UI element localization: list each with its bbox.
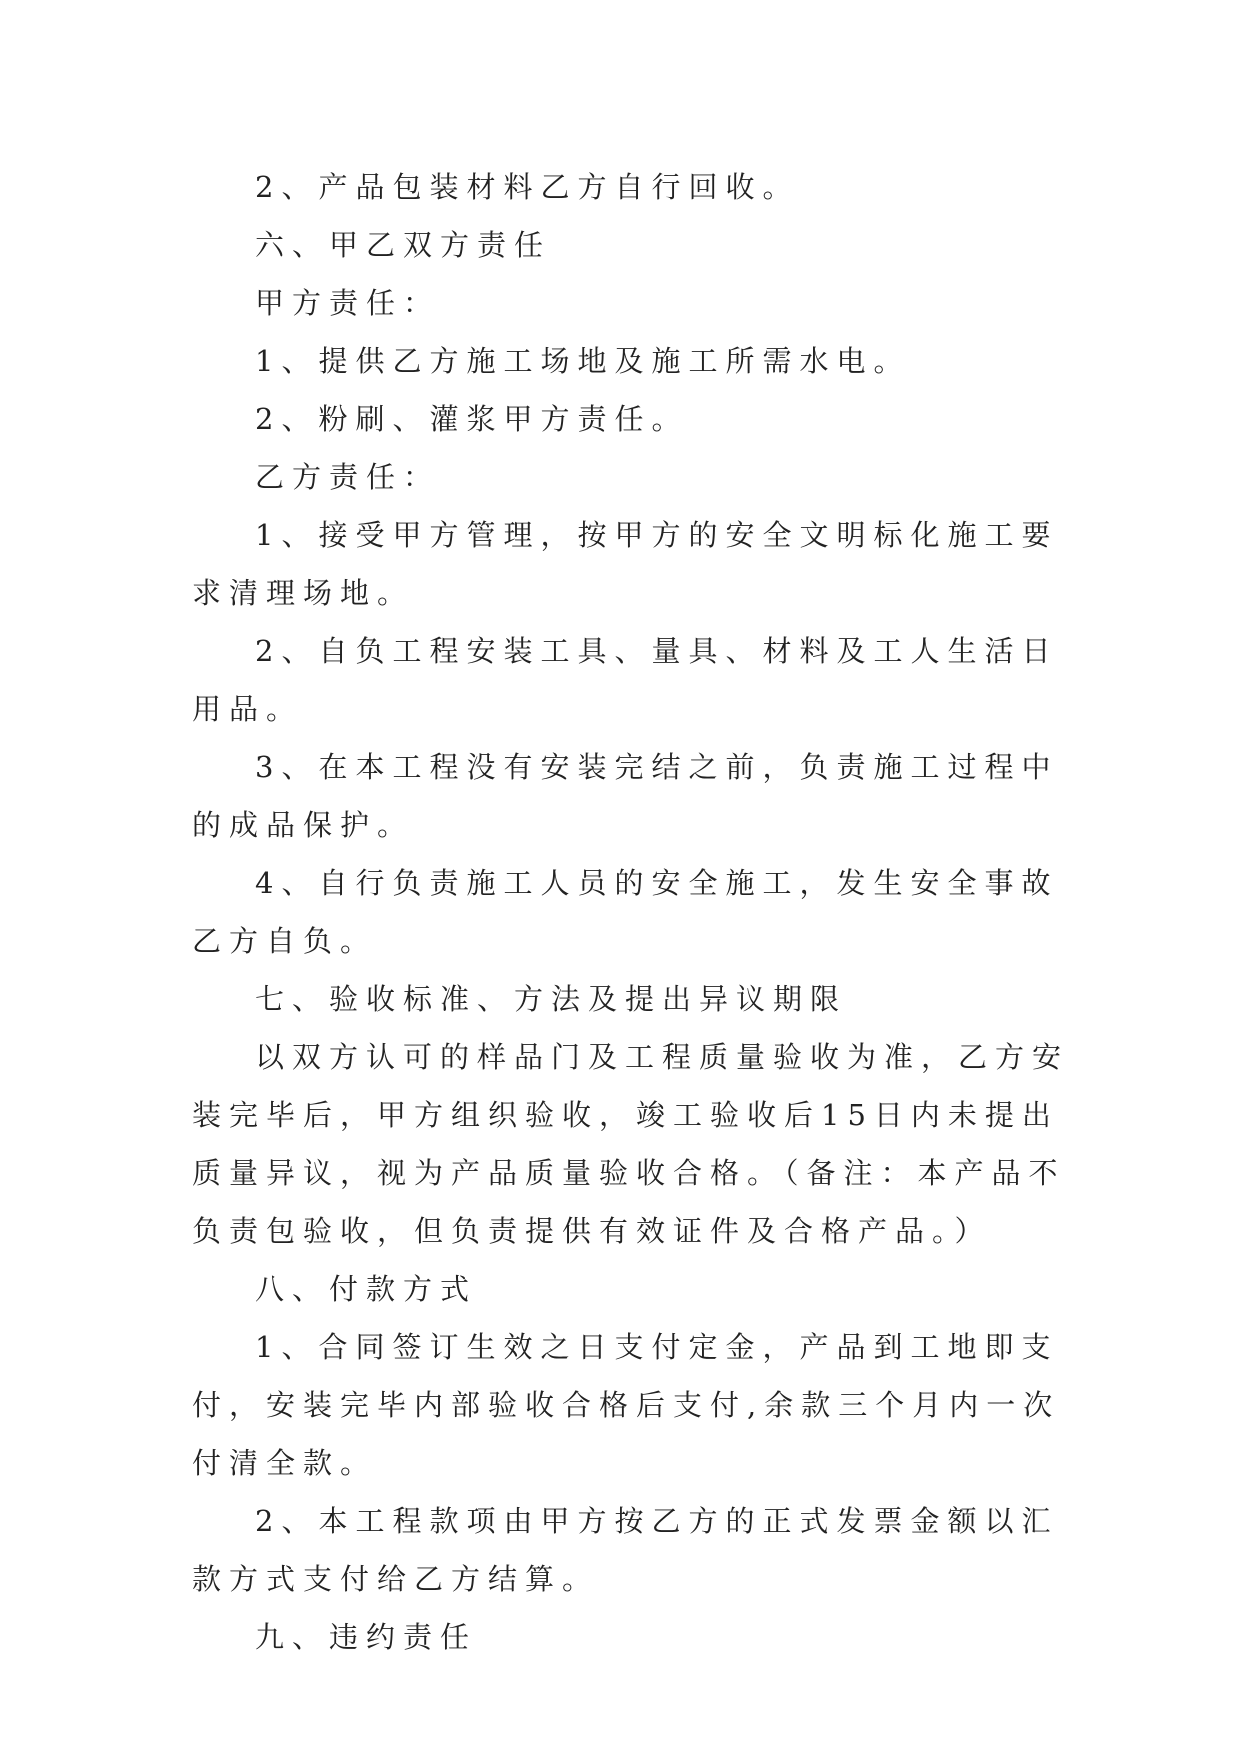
section-heading-payment: 八、付款方式 bbox=[255, 1272, 478, 1306]
paragraph-packaging-recycling: 2、产品包装材料乙方自行回收。 bbox=[255, 170, 800, 204]
section-heading-responsibilities: 六、甲乙双方责任 bbox=[255, 228, 552, 262]
subheading-party-a-responsibilities: 甲方责任： bbox=[255, 286, 441, 320]
paragraph-payment-item-1: 1、合同签订生效之日支付定金，产品到工地即支付，安装完毕内部验收合格后支付,余款三个月内一次付清全款。 bbox=[192, 1330, 1061, 1480]
paragraph-party-a-item-1: 1、提供乙方施工场地及施工所需水电。 bbox=[255, 344, 911, 378]
section-heading-acceptance: 七、验收标准、方法及提出异议期限 bbox=[255, 982, 848, 1016]
paragraph-party-a-item-2: 2、粉刷、灌浆甲方责任。 bbox=[255, 402, 689, 436]
document-body bbox=[192, 158, 1072, 1666]
section-heading-breach-liability: 九、违约责任 bbox=[255, 1620, 478, 1654]
paragraph-party-b-item-1: 1、接受甲方管理，按甲方的安全文明标化施工要求清理场地。 bbox=[192, 518, 1059, 610]
paragraph-acceptance-terms: 以双方认可的样品门及工程质量验收为准，乙方安装完毕后，甲方组织验收，竣工验收后15日内未提出质量异议，视为产品质量验收合格。（备注：本产品不负责包验收，但负责提供有效证件及合格产品。） bbox=[192, 1040, 1070, 1248]
paragraph-party-b-item-4: 4、自行负责施工人员的安全施工，发生安全事故乙方自负。 bbox=[192, 866, 1059, 958]
paragraph-party-b-item-2: 2、自负工程安装工具、量具、材料及工人生活日用品。 bbox=[192, 634, 1059, 726]
paragraph-party-b-item-3: 3、在本工程没有安装完结之前，负责施工过程中的成品保护。 bbox=[192, 750, 1059, 842]
subheading-party-b-responsibilities: 乙方责任： bbox=[255, 460, 441, 494]
paragraph-payment-item-2: 2、本工程款项由甲方按乙方的正式发票金额以汇款方式支付给乙方结算。 bbox=[192, 1504, 1059, 1596]
